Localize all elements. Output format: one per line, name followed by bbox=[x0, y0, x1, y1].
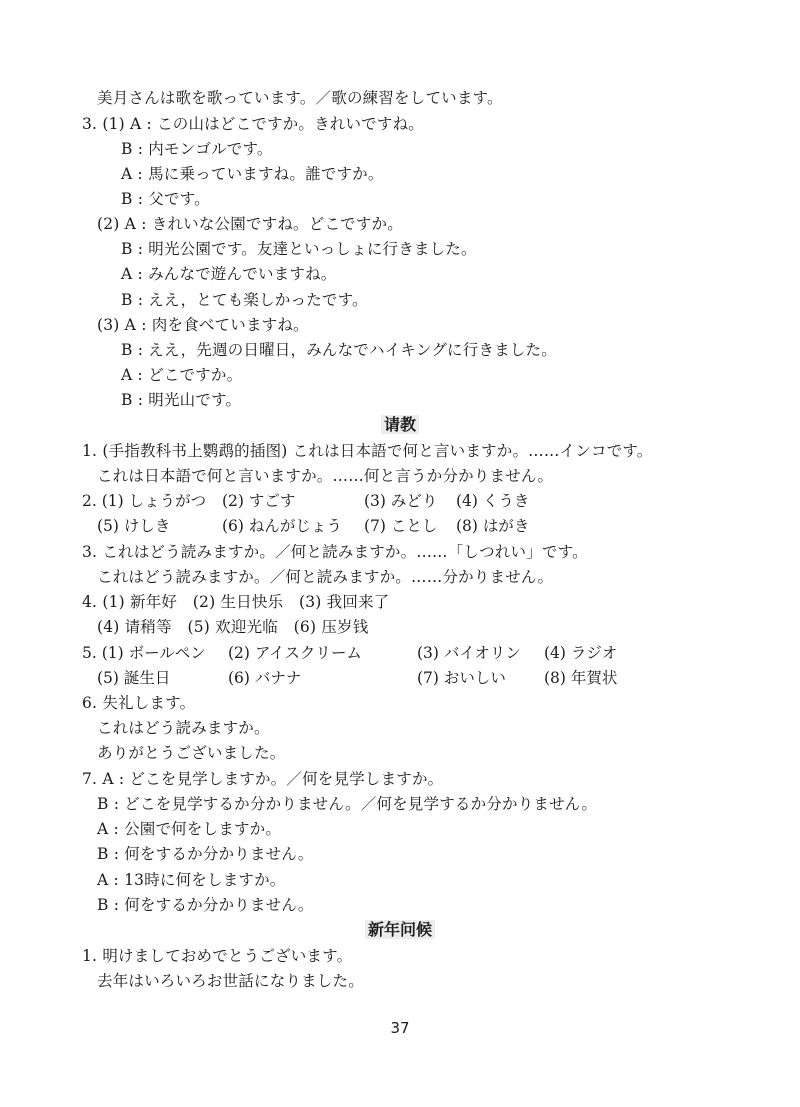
text-line: (2) A : きれいな公園ですね。どこですか。 bbox=[97, 215, 403, 233]
answer-cell: (5) けしき bbox=[97, 517, 171, 535]
text-line: A : 公園で何をしますか。 bbox=[97, 820, 282, 838]
answer-cell: 2. (1) しょうがつ bbox=[82, 492, 207, 510]
text-line: A : 馬に乗っていますね。誰ですか。 bbox=[121, 165, 384, 183]
answer-cell: (3) みどり bbox=[364, 492, 438, 510]
text-line: これは日本語で何と言いますか。……何と言うか分かりません。 bbox=[97, 467, 554, 485]
text-line: B : 何をするか分かりません。 bbox=[97, 845, 314, 863]
answer-cell: (4) ラジオ bbox=[544, 644, 618, 662]
text-line: これはどう読みますか。 bbox=[97, 719, 270, 737]
answer-cell: (7) おいしい bbox=[417, 669, 506, 687]
answer-cell: (5) 誕生日 bbox=[97, 669, 171, 687]
answer-cell: 5. (1) ボールペン bbox=[82, 644, 206, 662]
answer-cell: (8) はがき bbox=[456, 517, 530, 535]
text-line: 6. 失礼します。 bbox=[82, 694, 196, 712]
text-line: 1. (手指教科书上鹦鹉的插图) これは日本語で何と言いますか。……インコです。 bbox=[82, 442, 653, 460]
text-line: 美月さんは歌を歌っています。／歌の練習をしています。 bbox=[97, 89, 503, 107]
text-line: 1. 明けましておめでとうございます。 bbox=[82, 947, 353, 965]
text-line: (4) 请稍等 (5) 欢迎光临 (6) 压岁钱 bbox=[97, 618, 369, 636]
text-line: B : どこを見学するか分かりません。／何を見学するか分かりません。 bbox=[97, 795, 598, 813]
section-heading-text: 新年问候 bbox=[365, 920, 435, 939]
answer-cell: (8) 年賀状 bbox=[544, 669, 618, 687]
text-line: (3) A : 肉を食べていますね。 bbox=[97, 316, 309, 334]
answer-cell: (2) すごす bbox=[222, 492, 296, 510]
section-heading bbox=[0, 920, 800, 940]
text-line: B : ええ，とても楽しかったです。 bbox=[121, 291, 368, 309]
text-line: 3. これはどう読みますか。／何と読みますか。……「しつれい」です。 bbox=[82, 543, 588, 561]
section-heading bbox=[0, 415, 800, 435]
text-line: これはどう読みますか。／何と読みますか。……分かりません。 bbox=[97, 568, 554, 586]
text-line: B : 明光山です。 bbox=[121, 391, 242, 409]
text-line: A : どこですか。 bbox=[121, 366, 243, 384]
text-line: B : 何をするか分かりません。 bbox=[97, 896, 314, 914]
text-line: 3. (1) A : この山はどこですか。きれいですね。 bbox=[82, 115, 424, 133]
text-line: B : 内モンゴルです。 bbox=[121, 140, 273, 158]
text-line: B : ええ，先週の日曜日，みんなでハイキングに行きました。 bbox=[121, 341, 557, 359]
text-line: A : みんなで遊んでいますね。 bbox=[121, 265, 337, 283]
answer-cell: (6) ねんがじょう bbox=[222, 517, 342, 535]
text-line: B : 父です。 bbox=[121, 190, 210, 208]
answer-cell: (3) バイオリン bbox=[417, 644, 521, 662]
text-line: 4. (1) 新年好 (2) 生日快乐 (3) 我回来了 bbox=[82, 593, 390, 611]
answer-cell: (4) くうき bbox=[456, 492, 530, 510]
text-line: 去年はいろいろお世話になりました。 bbox=[97, 972, 364, 990]
text-line: B : 明光公園です。友達といっしょに行きました。 bbox=[121, 240, 477, 258]
text-line: A : 13時に何をしますか。 bbox=[97, 871, 286, 889]
section-heading-text: 请教 bbox=[381, 415, 419, 434]
answer-cell: (2) アイスクリーム bbox=[228, 644, 362, 662]
answer-cell: (7) ことし bbox=[364, 517, 438, 535]
answer-cell: (6) バナナ bbox=[228, 669, 302, 687]
text-line: ありがとうございました。 bbox=[97, 744, 286, 762]
page-number: 37 bbox=[390, 1019, 410, 1037]
text-line: 7. A : どこを見学しますか。／何を見学しますか。 bbox=[82, 770, 444, 788]
